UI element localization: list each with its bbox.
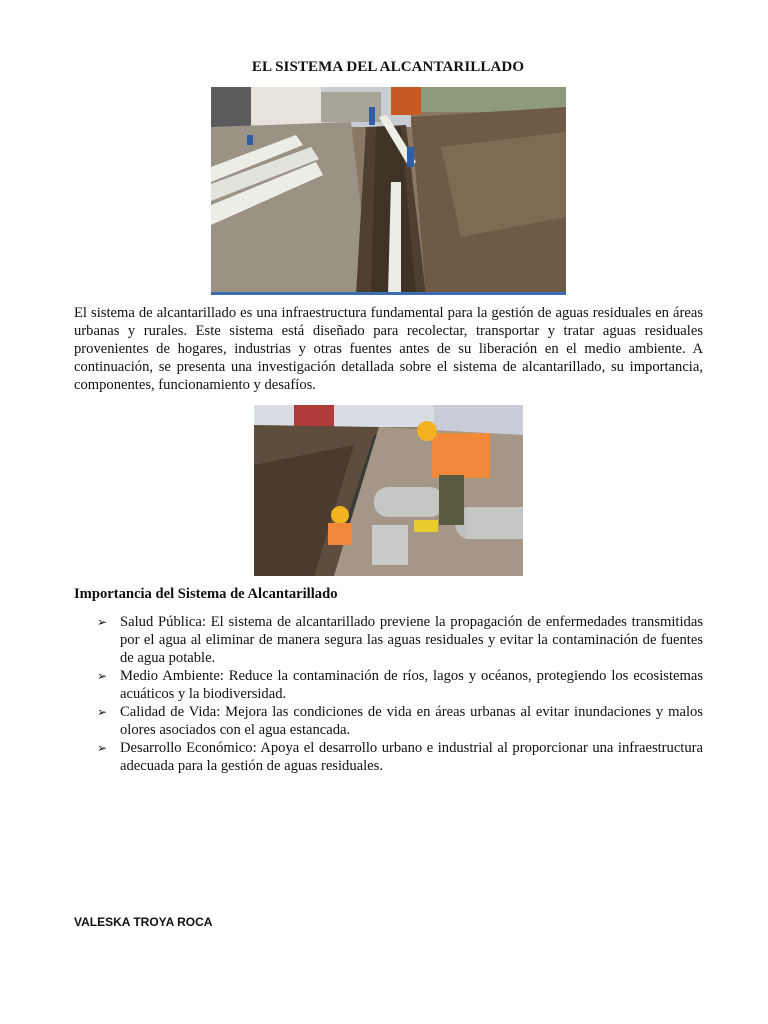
arrow-bullet-icon: ➢: [97, 741, 108, 755]
worker-installing-pipe-photo: [254, 405, 523, 576]
bullet-item: [97, 703, 703, 739]
arrow-bullet-icon: ➢: [97, 705, 108, 719]
intro-paragraph: El sistema de alcantarillado es una infraestructura fundamental para la gestión de aguas residuales en áreas urbanas y rurales. Este sistema está diseñado para recolectar, transportar y tratar aguas residuales provenientes de hogares, industrias y otras fuentes antes de su liberación en el medio ambiente. A continuación, se presenta una investigación detallada sobre el sistema de alcantarillado, su importancia, componentes, funcionamiento y desafíos.: [74, 305, 703, 393]
bullet-text: Salud Pública: El sistema de alcantarillado previene la propagación de enfermedades transmitidas por el agua al eliminar de manera segura las aguas residuales y evitar la contaminación de fuentes de agua potable.: [120, 614, 703, 666]
bullet-item: [97, 613, 703, 667]
bullet-item: [97, 739, 703, 775]
section-heading: Importancia del Sistema de Alcantarillado: [74, 586, 338, 602]
importance-bullet-list: [97, 613, 703, 775]
trench-pipes-photo: [211, 87, 566, 295]
arrow-bullet-icon: ➢: [97, 615, 108, 629]
bullet-text: Medio Ambiente: Reduce la contaminación de ríos, lagos y océanos, protegiendo los ecosistemas acuáticos y la biodiversidad.: [120, 668, 703, 702]
document-title: EL SISTEMA DEL ALCANTARILLADO: [251, 59, 525, 75]
arrow-bullet-icon: ➢: [97, 669, 108, 683]
author-name: VALESKA TROYA ROCA: [74, 915, 213, 929]
bullet-item: [97, 667, 703, 703]
bullet-text: Desarrollo Económico: Apoya el desarrollo urbano e industrial al proporcionar una infraestructura adecuada para la gestión de aguas residuales.: [120, 740, 703, 774]
bullet-text: Calidad de Vida: Mejora las condiciones de vida en áreas urbanas al evitar inundaciones y malos olores asociados con el agua estancada.: [120, 704, 703, 738]
